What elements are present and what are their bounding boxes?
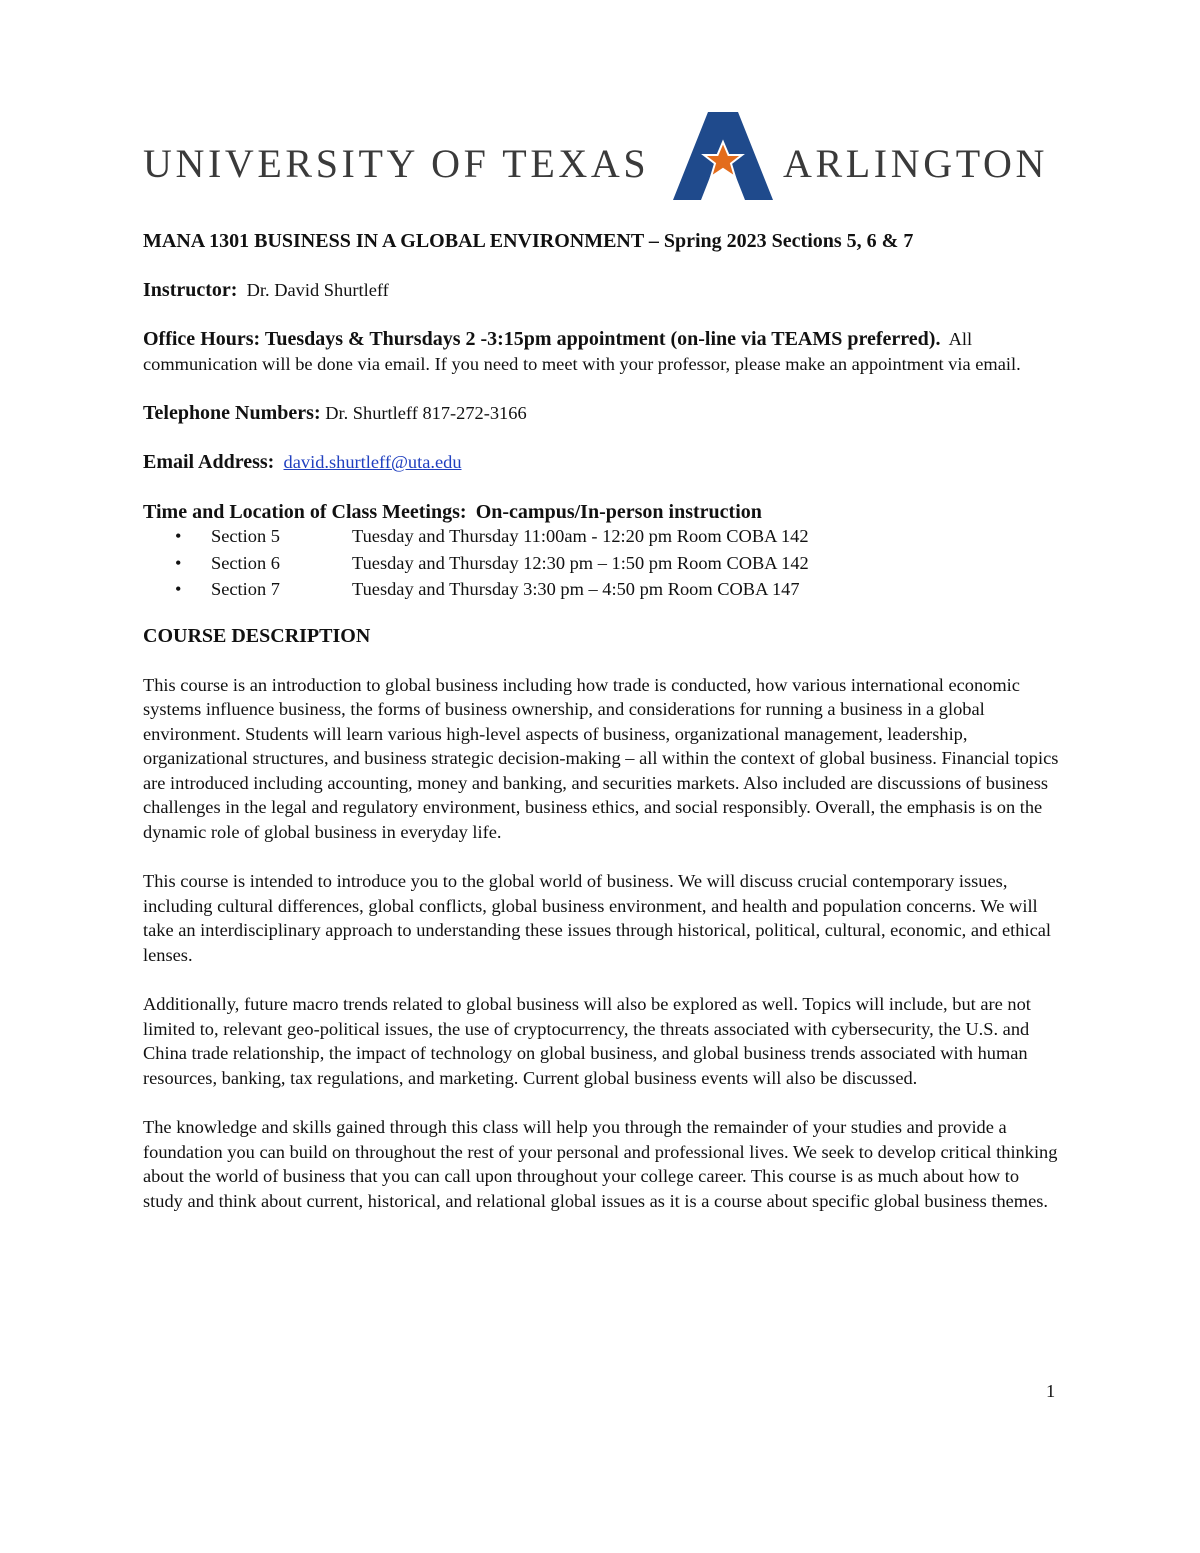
section-time: Tuesday and Thursday 11:00am - 12:20 pm Room COBA 142 xyxy=(352,526,809,547)
telephone-value: Dr. Shurtleff 817-272-3166 xyxy=(325,403,527,424)
class-meetings-label: Time and Location of Class Meetings: xyxy=(143,500,467,523)
instructor-name: Dr. David Shurtleff xyxy=(246,280,389,301)
list-item xyxy=(143,524,1063,551)
section-name: Section 7 xyxy=(211,579,280,600)
description-paragraph-3: Additionally, future macro trends related to global business will also be explored as well. Topics will include, but are not limited to, relevant geo-political issues, the use of cryptocurrency, the threats associated with cybersecurity, the U.S. and China trade relationship, the impact of technology on global business, and global business trends associated with human resources, banking, tax regulations, and marketing. Current global business events will also be discussed. xyxy=(143,994,1031,1088)
email-link[interactable]: david.shurtleff@uta.edu xyxy=(283,452,462,473)
telephone-line xyxy=(143,401,1063,426)
description-paragraph-4: The knowledge and skills gained through this class will help you through the remainder of your studies and provide a foundation you can build on throughout the rest of your personal and professional lives. We seek to develop critical thinking about the world of business that you can call upon throughout your college career. This course is as much about how to study and think about current, historical, and relational global issues as it is a course about specific global business themes. xyxy=(143,1117,1058,1211)
list-item xyxy=(143,551,1063,578)
description-paragraph-2: This course is intended to introduce you to the global world of business. We will discuss crucial contemporary issues, including cultural differences, global conflicts, global business environment, and health and population concerns. We will take an interdisciplinary approach to understanding these issues through historical, political, cultural, economic, and ethical lenses. xyxy=(143,871,1052,966)
email-line xyxy=(143,450,1063,475)
class-meetings-mode: On-campus/In-person instruction xyxy=(475,500,762,523)
logo-text-arlington: ARLINGTON xyxy=(783,141,1048,186)
course-description-heading: COURSE DESCRIPTION xyxy=(143,624,371,647)
logo-text-university: UNIVERSITY OF TEXAS xyxy=(143,141,650,186)
instructor-label: Instructor: xyxy=(143,279,238,302)
email-label: Email Address: xyxy=(143,451,275,474)
uta-a-star-icon xyxy=(673,112,773,200)
office-hours-label: Office Hours: Tuesdays & Thursdays 2 -3:15pm appointment (on-line via TEAMS preferred). xyxy=(143,328,941,351)
section-name: Section 6 xyxy=(211,552,280,573)
section-name: Section 5 xyxy=(211,526,280,547)
office-hours xyxy=(143,327,1063,376)
instructor-line xyxy=(143,278,1063,303)
syllabus-content xyxy=(143,229,1063,1214)
list-item xyxy=(143,577,1063,604)
section-list xyxy=(143,524,1063,604)
class-meetings-line xyxy=(143,500,1063,525)
telephone-label: Telephone Numbers: xyxy=(143,402,321,425)
page-number: 1 xyxy=(1046,1381,1056,1401)
university-logo xyxy=(143,112,1059,202)
description-paragraph-1: This course is an introduction to global business including how trade is conducted, how various international economic systems influence business, the forms of business ownership, and considerations for running a business in a global environment. Students will learn various high-level aspects of business, organizational management, leadership, organizational structures, and business strategic decision-making – all within the context of global business. Financial topics are introduced including accounting, money and banking, and securities markets. Also included are discussions of business challenges in the legal and regulatory environment, business ethics, and social responsibly. Overall, the emphasis is on the dynamic role of global business in everyday life. xyxy=(143,674,1059,843)
course-title: MANA 1301 BUSINESS IN A GLOBAL ENVIRONMENT – Spring 2023 Sections 5, 6 & 7 xyxy=(143,230,914,252)
section-time: Tuesday and Thursday 12:30 pm – 1:50 pm Room COBA 142 xyxy=(352,552,809,573)
section-time: Tuesday and Thursday 3:30 pm – 4:50 pm Room COBA 147 xyxy=(352,579,800,600)
office-hours-text: All communication will be done via email. If you need to meet with your professor, please make an appointment via email. xyxy=(143,329,1021,374)
